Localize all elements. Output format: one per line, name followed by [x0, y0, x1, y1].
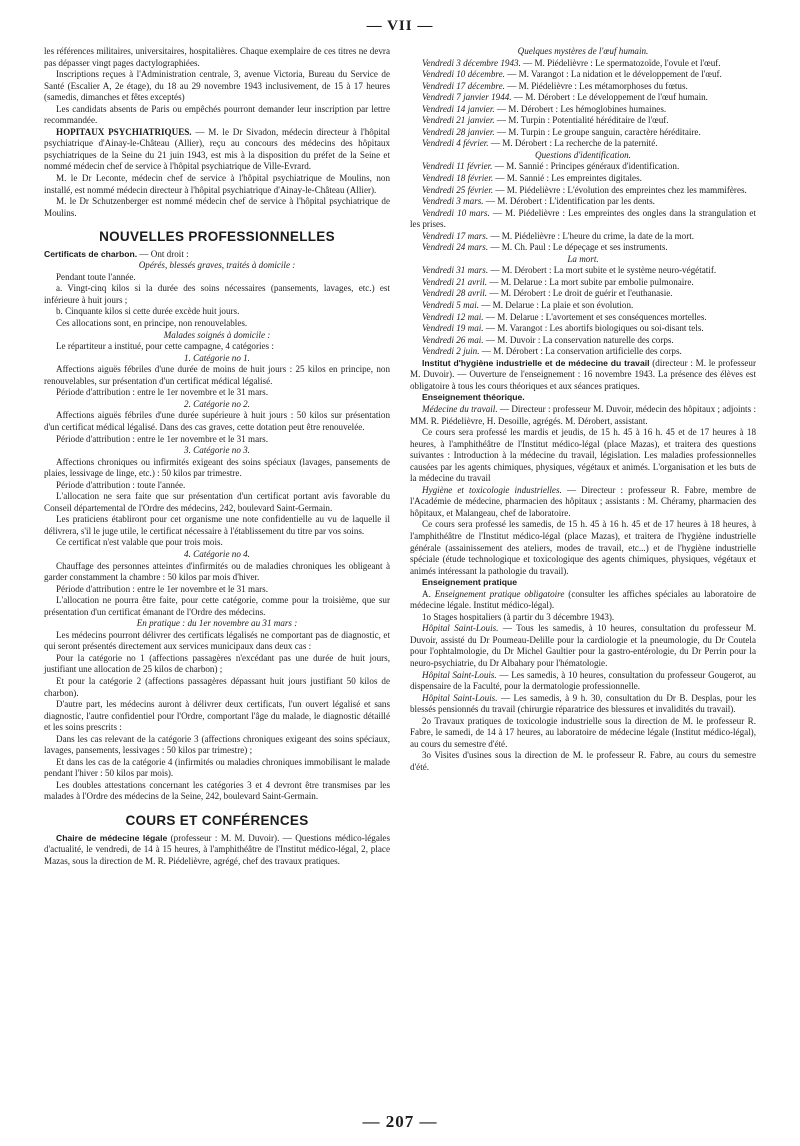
- categorie-3-heading: 3. Catégorie no 3.: [184, 445, 250, 456]
- lecture-text: — M. Dérobert : Les hémoglobines humaines.: [494, 103, 667, 114]
- hopital-paragraph-1: [410, 623, 756, 669]
- left-column: [44, 46, 390, 867]
- pratique-heading: Enseignement pratique: [422, 577, 518, 588]
- lecture-item: [410, 115, 756, 127]
- theorique-heading: Enseignement théorique.: [422, 392, 525, 403]
- lecture-item: [410, 231, 756, 243]
- categorie-1-heading: 1. Catégorie no 1.: [184, 352, 250, 363]
- lecture-item: [410, 69, 756, 81]
- lecture-text: — M. Piédelièvre : Les empreintes des ongles dans la strangulation et les prises.: [410, 207, 756, 230]
- cert-p15: Chauffage des personnes atteintes d'infirmités ou de maladies chroniques les obligeant à garder constamment la chambre : 50 kilos par mois d'hiver.: [44, 560, 390, 583]
- lecture-text: — M. Dérobert : Le droit de guérir et l'euthanasie.: [487, 288, 673, 299]
- lecture-list-identification: [410, 161, 756, 253]
- hopital-paragraph-2: [410, 670, 756, 693]
- lecture-text: — M. Dérobert : La recherche de la paternité.: [488, 138, 658, 149]
- lecture-text: — M. Piédelièvre : Les métamorphoses du fœtus.: [504, 80, 688, 91]
- mort-heading: La mort.: [567, 253, 599, 264]
- categorie-2-heading: 2. Catégorie no 2.: [184, 398, 250, 409]
- lecture-text: — M. Dérobert : La mort subite et le système neuro-végétatif.: [488, 265, 717, 276]
- cours-paragraph-1: Ce cours sera professé les mardis et jeudis, de 15 h. 45 à 16 h. 45 et de 17 heures à 18 heures, à l'amphithéâtre de l'Institut médico-légal (place Mazas), et traitera des questions suivantes : Introduction à la médecine du travail, législation. Les maladies professionnelles causées par les agents chimiques, physiques, végétaux et animés. L'organisation et les buts de la médecine du travail: [410, 427, 756, 484]
- lecture-date: Vendredi 21 janvier.: [422, 115, 495, 126]
- cert-p5: Le répartiteur a institué, pour cette campagne, 4 catégories :: [56, 341, 274, 352]
- institut-text: (directeur : M. le professeur M. Duvoir). — Ouverture de l'enseignement : 16 novembre 1943. La présence des élèves est obligatoire à tous les cours théoriques et aux séances pratiques.: [410, 357, 756, 391]
- lecture-item: [410, 161, 756, 173]
- lecture-text: — M. Turpin : Le groupe sanguin, caractère héréditaire.: [494, 126, 701, 137]
- hopital-2-label: Hôpital Saint-Louis.: [422, 669, 497, 680]
- cert-p22: Dans les cas relevant de la catégorie 3 (affections chroniques exigeant des soins spéciaux, lavages, pansements, lessivages : 50 kilos par trimestre) ;: [44, 733, 390, 756]
- lecture-date: Vendredi 24 mars.: [422, 242, 489, 253]
- travaux-paragraph: 2o Travaux pratiques de toxicologie industrielle sous la direction de M. le professeur R. Fabre, le samedi, de 14 à 17 heures, au laboratoire de médecine légale (Institut médico-légal), au cours du semestre d'été.: [410, 715, 756, 749]
- intro-paragraph-2: Inscriptions reçues à l'Administration centrale, 3, avenue Victoria, Bureau du Service de Santé (Escalier A, 2e étage), du 18 au 29 novembre 1943 inclusivement, de 15 à 17 heures (samedis, dimanches et fêtes exceptés): [44, 69, 390, 103]
- lecture-date: Vendredi 12 mai.: [422, 311, 484, 322]
- lecture-text: — M. Dérobert : La conservation artificielle des corps.: [479, 346, 682, 357]
- lecture-text: — M. Sannié : Principes généraux d'identification.: [492, 161, 680, 172]
- cert-p18: Les médecins pourront délivrer des certificats légalisés ne comportant pas de diagnostic, et qui seront présentés directement aux services municipaux dans deux cas :: [44, 629, 390, 652]
- institut-label: Institut d'hygiène industrielle et de médecine du travail: [422, 357, 650, 368]
- cert-p16: Période d'attribution : entre le 1er novembre et le 31 mars.: [56, 583, 268, 594]
- cert-p13: Les praticiens établiront pour cet organisme une note confidentielle au vu de laquelle il délivrera, s'il le juge utile, le certificat nécessaire à l'établissement du titre par vos soins.: [44, 514, 390, 536]
- lecture-date: Vendredi 18 février.: [422, 173, 494, 184]
- lecture-date: Vendredi 28 avril.: [422, 288, 488, 299]
- lecture-date: Vendredi 10 mars.: [422, 207, 490, 218]
- lecture-date: Vendredi 5 mai.: [422, 300, 479, 311]
- hopitaux-paragraph-3: M. le Dr Schutzenberger est nommé médecin chef de service à l'hôpital psychiatrique de Moulins.: [44, 196, 390, 218]
- lecture-text: — M. Dérobert : Le développement de l'œuf humain.: [511, 92, 708, 103]
- pratique-a-prefix: A.: [422, 588, 435, 599]
- page-header: — VII —: [366, 18, 434, 34]
- lecture-text: — M. Sannié : Les empreintes digitales.: [493, 173, 642, 184]
- cert-p6: Affections aiguës fébriles d'une durée de moins de huit jours : 25 kilos en principe, non renouvelables, sur présentation d'un certificat médical légalisé.: [44, 364, 390, 386]
- lecture-text: — M. Delarue : La mort subite par embolie pulmonaire.: [487, 276, 694, 287]
- cours-paragraph-2: Ce cours sera professé les samedis, de 15 h. 45 à 16 h. 45 et de 17 heures à 18 heures, à l'amphithéâtre de l'Institut médico-légal (place Mazas), et traitera de l'hygiène industrielle générale (assainissement des ateliers, modes de travail, etc...) et de l'hygiène industrielle spéciale (étude technologique et toxicologique des agents chimiques, physiques, végétaux et animés intéressant la pathologie du travail).: [410, 519, 756, 576]
- hopitaux-text: — M. le Dr Sivadon, médecin directeur à l'hôpital psychiatrique d'Ainay-le-Château (Allier), reçu au concours des médecins des hôpitaux psychiatriques de la Seine du 21 juin 1943, est mis à la disposition du préfet de la Seine et nommé médecin chef de service à l'hôpital psychiatrique de Ville-Evrard.: [44, 126, 390, 172]
- cert-p23: Et dans les cas de la catégorie 4 (infirmités ou maladies chroniques immobilisant le malade pendant l'hiver : 50 kilos par mois).: [44, 756, 390, 779]
- lecture-item: [410, 58, 756, 70]
- cert-p7: Période d'attribution : entre le 1er novembre et le 31 mars.: [56, 387, 268, 398]
- lecture-list-oeuf: [410, 58, 756, 150]
- lecture-date: Vendredi 14 janvier.: [422, 103, 495, 114]
- cert-p20: Et pour la catégorie 2 (affections passagères dépassant huit jours justifiant 50 kilos de charbon).: [44, 675, 390, 698]
- intro-paragraph-1: les références militaires, universitaires, hospitalières. Chaque exemplaire de ces titres ne devra pas dépasser vingt pages dactylographiées.: [44, 46, 390, 68]
- hopital-1-label: Hôpital Saint-Louis.: [422, 623, 499, 634]
- lecture-item: [410, 265, 756, 277]
- cert-p24: Les doubles attestations concernant les catégories 3 et 4 devront être transmises par les malades à l'Ordre des médecins de la Seine, 242, boulevard Saint-Germain.: [44, 779, 390, 802]
- cert-p8: Affections aiguës fébriles d'une durée supérieure à huit jours : 50 kilos sur présentation d'un certificat médical légalisé. Dans des cas graves, cette dotation peut être renouvelée.: [44, 410, 390, 432]
- lecture-text: — M. Dérobert : L'identification par les dents.: [483, 196, 655, 207]
- lecture-date: Vendredi 2 juin.: [422, 346, 480, 357]
- lecture-item: [410, 196, 756, 208]
- subheading-operes: Opérés, blessés graves, traités à domicile :: [138, 260, 296, 271]
- lecture-text: — M. Piédelièvre : Le spermatozoïde, l'ovule et l'œuf.: [520, 57, 721, 68]
- stages-paragraph: 1o Stages hospitaliers (à partir du 3 décembre 1943).: [422, 611, 615, 622]
- hopital-2-text: — Les samedis, à 10 heures, consultation du professeur Gougerot, au dispensaire de la Faculté, pour la dermatologie professionnelle.: [410, 669, 756, 692]
- cert-p9: Période d'attribution : entre le 1er novembre et le 31 mars.: [56, 433, 268, 444]
- identification-heading: Questions d'identification.: [535, 149, 631, 160]
- cert-p10: Affections chroniques ou infirmités exigeant des soins spéciaux (lavages, pansements de plaies, lessivage de linge, etc.) : 50 kilos par trimestre.: [44, 456, 390, 479]
- certificats-text: — Ont droit :: [137, 248, 189, 259]
- chaire-paragraph: [44, 833, 390, 868]
- cert-p3: b. Cinquante kilos si cette durée excède huit jours.: [56, 306, 240, 317]
- subheading-en-pratique: En pratique : du 1er novembre au 31 mars :: [136, 618, 298, 629]
- subheading-malades: Malades soignés à domicile :: [163, 329, 271, 340]
- section-title-cours: COURS ET CONFÉRENCES: [125, 813, 309, 828]
- lecture-item: [410, 173, 756, 185]
- lecture-item: [410, 208, 756, 231]
- lecture-date: Vendredi 21 avril.: [422, 276, 488, 287]
- lecture-date: Vendredi 17 mars.: [422, 230, 489, 241]
- lecture-item: [410, 127, 756, 139]
- lecture-date: Vendredi 17 décembre.: [422, 80, 505, 91]
- pratique-a-paragraph: [410, 589, 756, 612]
- lecture-date: Vendredi 3 mars.: [422, 196, 484, 207]
- lecture-date: Vendredi 28 janvier.: [422, 126, 495, 137]
- lecture-date: Vendredi 3 décembre 1943.: [422, 57, 521, 68]
- cert-p14: Ce certificat n'est valable que pour trois mois.: [56, 537, 223, 548]
- hopitaux-label: HOPITAUX PSYCHIATRIQUES.: [56, 126, 192, 137]
- lecture-item: [410, 346, 756, 358]
- institut-paragraph: [410, 358, 756, 393]
- chaire-label: Chaire de médecine légale: [56, 832, 168, 843]
- lecture-item: [410, 81, 756, 93]
- hygiene-label: Hygiène et toxicologie industrielles.: [422, 484, 562, 495]
- lecture-date: Vendredi 31 mars.: [422, 265, 489, 276]
- lecture-date: Vendredi 19 mai.: [422, 323, 484, 334]
- section-title-nouvelles: NOUVELLES PROFESSIONNELLES: [99, 229, 335, 245]
- cert-p19: Pour la catégorie no 1 (affections passagères n'excédant pas une durée de huit jours, justifiant une allocation de 25 kilos de charbon) ;: [44, 652, 390, 675]
- lecture-text: — M. Ch. Paul : Le dépeçage et ses instruments.: [488, 242, 668, 253]
- lecture-date: Vendredi 7 janvier 1944.: [422, 92, 512, 103]
- cert-p11: Période d'attribution : toute l'année.: [56, 479, 186, 490]
- cert-p2: a. Vingt-cinq kilos si la durée des soins nécessaires (pansements, lavages, etc.) est inférieure à huit jours ;: [44, 283, 390, 305]
- lecture-item: [410, 288, 756, 300]
- lecture-date: Vendredi 25 février.: [422, 184, 494, 195]
- cert-p17: L'allocation ne pourra être faite, pour cette catégorie, comme pour la troisième, que sur présentation d'un certificat émanant de l'Ordre des médecins.: [44, 595, 390, 617]
- lecture-text: — M. Varangot : Les abortifs biologiques ou soi-disant tels.: [483, 323, 704, 334]
- lecture-text: — M. Delarue : L'avortement et ses conséquences mortelles.: [483, 311, 707, 322]
- lecture-text: — M. Delarue : La plaie et son évolution.: [479, 300, 634, 311]
- hopitaux-paragraph: [44, 127, 390, 173]
- lecture-text: — M. Duvoir : La conservation naturelle des corps.: [483, 334, 674, 345]
- lecture-item: [410, 104, 756, 116]
- lecture-item: [410, 185, 756, 197]
- lecture-item: [410, 335, 756, 347]
- right-column: [410, 46, 756, 773]
- certificats-label: Certificats de charbon.: [44, 248, 138, 259]
- lecture-item: [410, 323, 756, 335]
- chaire-text: (professeur : M. M. Duvoir). — Questions médico-légales d'actualité, le vendredi, de 14 à 15 heures, à l'amphithéâtre de l'Institut médico-légal, 2, place Mazas, sous la direction de M. R. Piédelièvre, agrégé, chef des travaux pratiques.: [44, 832, 390, 866]
- cert-p21: D'autre part, les médecins auront à délivrer deux certificats, l'un ouvert légalisé et sans diagnostic, l'autre confidentiel pour l'Ordre, comportant l'âge du malade, le diagnostic détaillé et les soins prescrits :: [44, 699, 390, 733]
- lecture-item: [410, 312, 756, 324]
- lecture-item: [410, 138, 756, 150]
- lecture-text: — M. Varangot : La nidation et le développement de l'œuf.: [504, 69, 722, 80]
- lecture-list-mort: [410, 265, 756, 357]
- lecture-item: [410, 277, 756, 289]
- oeuf-heading: Quelques mystères de l'œuf humain.: [517, 46, 649, 56]
- hygiene-text: — Directeur : professeur R. Fabre, membre de l'Académie de médecine, pharmacien des hôpitaux ; assistants : M. Chéramy, pharmacien des hôpitaux, et Malangeau, chef de laboratoire.: [410, 484, 756, 518]
- lecture-item: [410, 242, 756, 254]
- lecture-text: — M. Piédelièvre : L'évolution des empreintes chez les mammifères.: [493, 184, 747, 195]
- lecture-item: [410, 300, 756, 312]
- certificats-paragraph: [44, 249, 390, 261]
- lecture-date: Vendredi 10 décembre.: [422, 69, 505, 80]
- medecine-travail-label: Médecine du travail.: [422, 403, 498, 414]
- categorie-4-heading: 4. Catégorie no 4.: [184, 548, 250, 559]
- cert-p4: Ces allocations sont, en principe, non renouvelables.: [56, 318, 248, 329]
- intro-paragraph-3: Les candidats absents de Paris ou empêchés pourront demander leur inscription par lettre recommandée.: [44, 103, 390, 126]
- cert-p12: L'allocation ne sera faite que sur présentation d'un certificat portant avis favorable du Conseil départemental de l'Ordre des médecins, 242, boulevard Saint-Germain.: [44, 491, 390, 513]
- lecture-date: Vendredi 4 février.: [422, 138, 489, 149]
- hygiene-paragraph: [410, 485, 756, 520]
- medecine-travail-paragraph: [410, 404, 756, 427]
- hopital-paragraph-3: [410, 693, 756, 716]
- lecture-text: — M. Turpin : Potentialité héréditaire de l'œuf.: [494, 115, 669, 126]
- lecture-date: Vendredi 11 février.: [422, 161, 493, 172]
- hopitaux-paragraph-2: M. le Dr Leconte, médecin chef de service à l'hôpital psychiatrique de Moulins, non installé, est nommé médecin directeur à l'hôpital psychiatrique d'Ainay-le-Château (Allier).: [44, 173, 390, 195]
- page-footer: — 207 —: [362, 1112, 438, 1131]
- lecture-text: — M. Piédelièvre : L'heure du crime, la date de la mort.: [488, 230, 695, 241]
- cert-p1: Pendant toute l'année.: [56, 271, 136, 282]
- hopital-3-text: — Les samedis, à 9 h. 30, consultation du Dr B. Desplas, pour les blessés pensionnés du travail (chirurgie réparatrice des blessures et invalidités du travail).: [410, 692, 756, 715]
- pratique-a-label: Enseignement pratique obligatoire: [434, 588, 565, 599]
- lecture-item: [410, 92, 756, 104]
- lecture-date: Vendredi 26 mai.: [422, 334, 484, 345]
- visites-paragraph: 3o Visites d'usines sous la direction de M. le professeur R. Fabre, au cours du semestre d'été.: [410, 750, 756, 772]
- hopital-3-label: Hôpital Saint-Louis.: [422, 692, 498, 703]
- medecine-travail-text: — Directeur : professeur M. Duvoir, médecin des hôpitaux ; adjoints : MM. R. Piédelièvre, H. Desoille, agrégés. M. Dérobert, assistant.: [410, 403, 756, 426]
- pratique-a-text: (consulter les affiches spéciales au laboratoire de médecine légale. Institut médico-légal).: [410, 588, 757, 611]
- hopital-1-text: — Tous les samedis, à 10 heures, consultation du professeur M. Duvoir, assisté du Dr Poumeau-Delille pour la cardiologie et la pneumologie, du Dr Coutela pour l'ophtalmologie, du Dr Michel Gaultier pour la gastro-entérologie, du Dr Perrin pour la neuro-psychiatrie, du Dr Albahary pour l'hématologie.: [410, 623, 756, 668]
